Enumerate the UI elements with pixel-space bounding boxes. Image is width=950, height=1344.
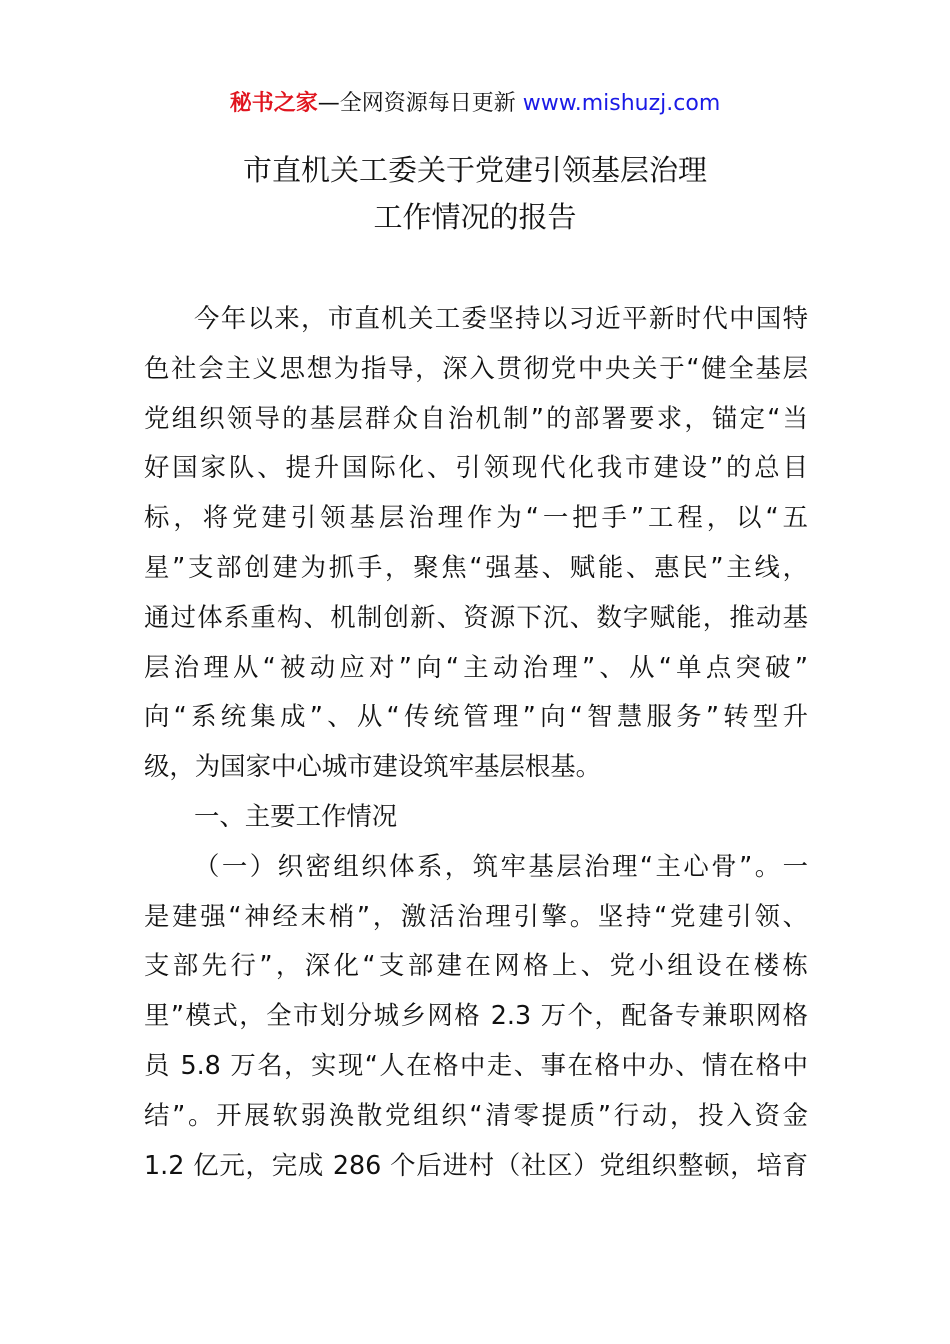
paragraph-line: （一）织密组织体系，筑牢基层治理“主心骨”。一 bbox=[194, 850, 808, 881]
paragraph-line: 党组织领导的基层群众自治机制”的部署要求，锚定“当 bbox=[144, 402, 808, 433]
paragraph-line: 是建强“神经末梢”，激活治理引擎。坚持“党建引领、 bbox=[144, 900, 808, 931]
paragraph-line: 向“系统集成”、从“传统管理”向“智慧服务”转型升 bbox=[144, 701, 808, 732]
paragraph-line: 星”支部创建为抓手，聚焦“强基、赋能、惠民”主线， bbox=[144, 551, 808, 582]
paragraph-line: 1.2 亿元，完成 286 个后进村（社区）党组织整顿，培育 bbox=[144, 1149, 808, 1180]
paragraph-line: 层治理从“被动应对”向“主动治理”、从“单点突破” bbox=[144, 651, 808, 682]
paragraph-line: 里”模式，全市划分城乡网格 2.3 万个，配备专兼职网格 bbox=[144, 1000, 808, 1031]
paragraph-line: 支部先行”，深化“支部建在网格上、党小组设在楼栋 bbox=[144, 950, 808, 981]
paragraph-line: 通过体系重构、机制创新、资源下沉、数字赋能，推动基 bbox=[144, 601, 808, 632]
document-title-line-1: 市直机关工委关于党建引领基层治理 bbox=[242, 153, 707, 187]
site-header bbox=[0, 88, 950, 120]
header-tagline: —全网资源每日更新 bbox=[317, 91, 516, 116]
paragraph-line: 级，为国家中心城市建设筑牢基层根基。 bbox=[144, 751, 602, 782]
paragraph-line: 结”。开展软弱涣散党组织“清零提质”行动，投入资金 bbox=[144, 1099, 808, 1130]
section-heading: 一、主要工作情况 bbox=[194, 800, 398, 831]
paragraph-line: 色社会主义思想为指导，深入贯彻党中央关于“健全基层 bbox=[144, 352, 808, 383]
paragraph-line: 好国家队、提升国际化、引领现代化我市建设”的总目 bbox=[144, 452, 808, 483]
site-link[interactable]: www.mishuzj.com bbox=[522, 91, 721, 116]
document-title-line-2: 工作情况的报告 bbox=[373, 200, 577, 234]
brand-name: 秘书之家 bbox=[229, 91, 318, 116]
paragraph-line: 标，将党建引领基层治理作为“一把手”工程，以“五 bbox=[144, 502, 808, 533]
paragraph-line: 今年以来，市直机关工委坚持以习近平新时代中国特 bbox=[194, 303, 808, 333]
paragraph-line: 员 5.8 万名，实现“人在格中走、事在格中办、情在格中 bbox=[144, 1049, 808, 1080]
report-body bbox=[144, 294, 808, 1190]
